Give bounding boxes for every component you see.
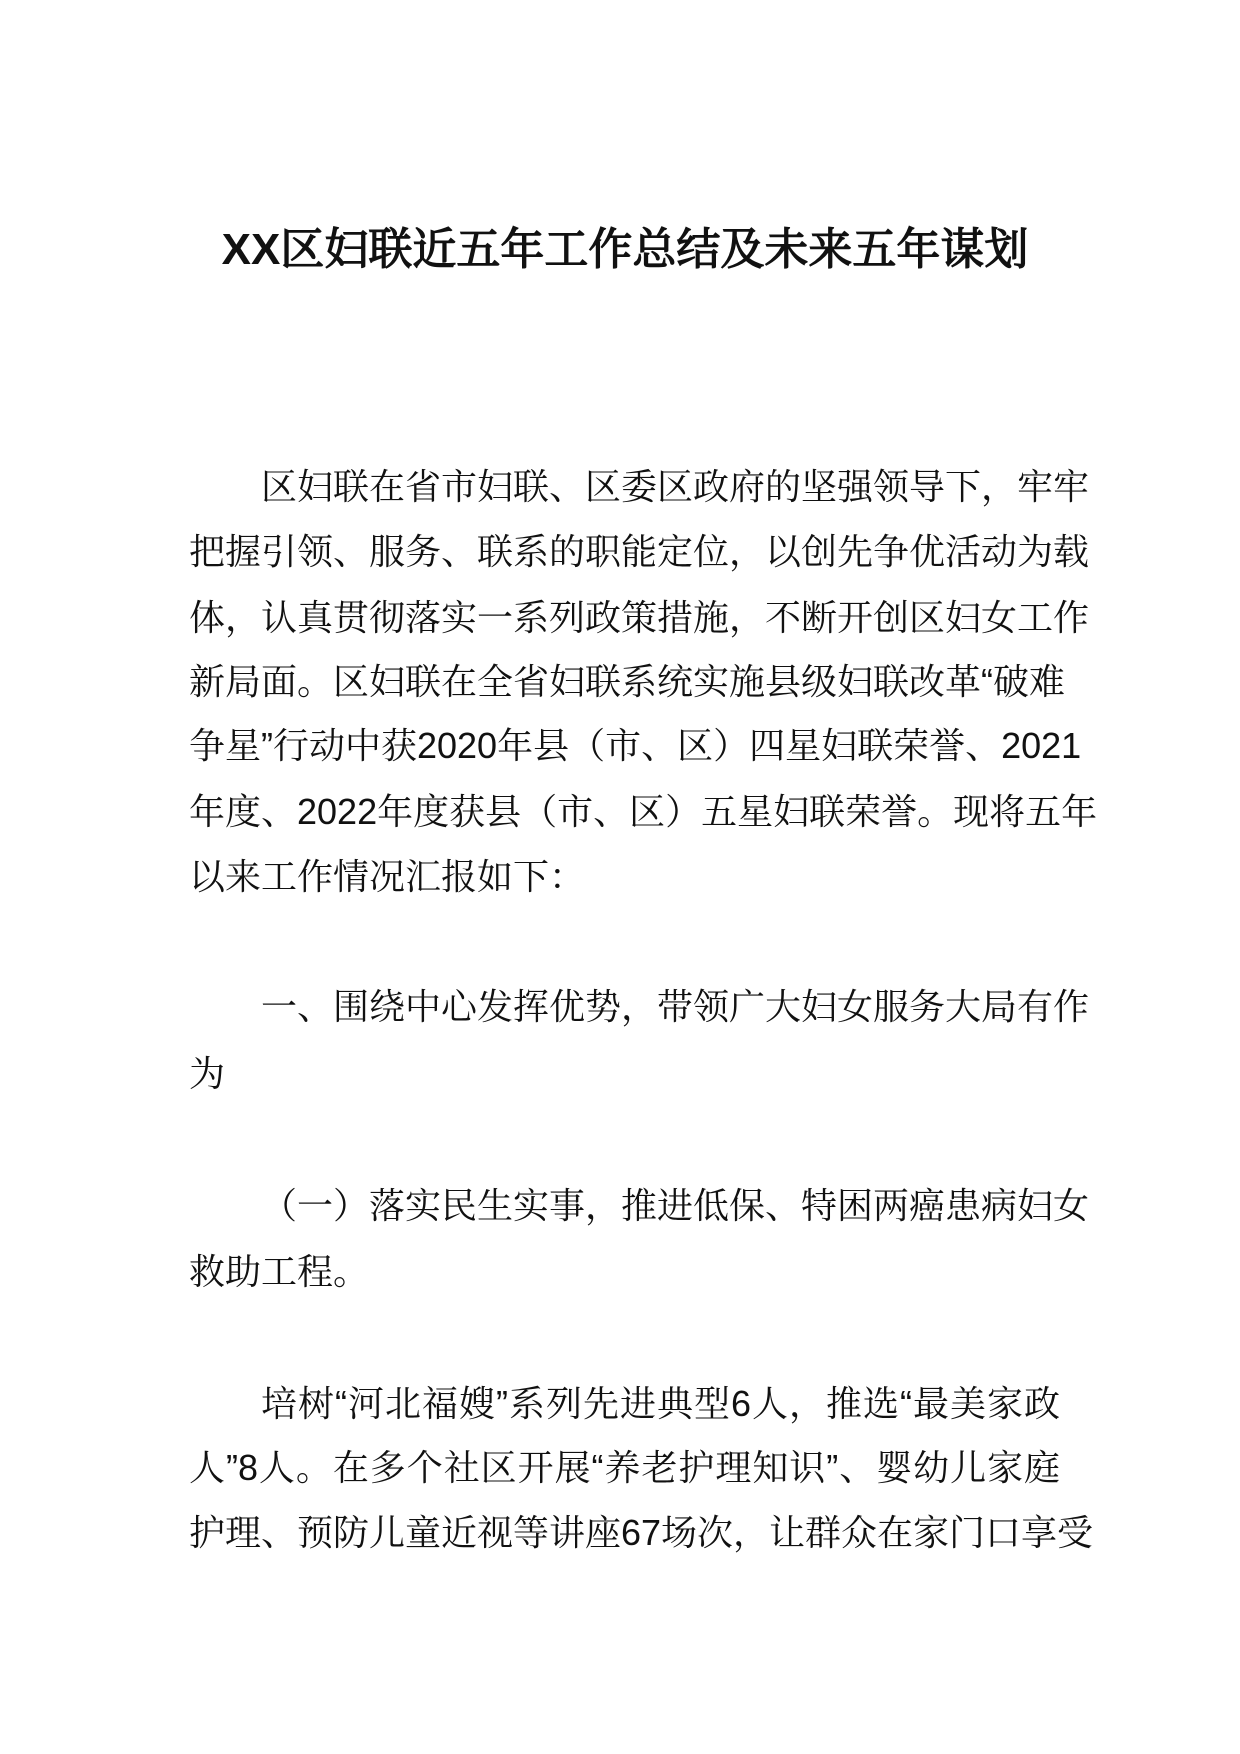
text-line: 年度、2022年度获县（市、区）五星妇联荣誉。现将五年: [189, 791, 1098, 832]
text-line: 培树“河北福嫂”系列先进典型6人，推选“最美家政: [261, 1383, 1060, 1424]
text-line: 救助工程。: [189, 1251, 370, 1292]
text-line: 新局面。区妇联在全省妇联系统实施县级妇联改革“破难: [189, 661, 1065, 702]
text-line: 区妇联在省市妇联、区委区政府的坚强领导下，牢牢: [261, 466, 1090, 507]
text-line: 体，认真贯彻落实一系列政策措施，不断开创区妇女工作: [189, 597, 1090, 638]
text-line: 为: [189, 1053, 226, 1094]
text-line: 一、围绕中心发挥优势，带领广大妇女服务大局有作: [261, 986, 1090, 1027]
text-line: 争星”行动中获2020年县（市、区）四星妇联荣誉、2021: [189, 725, 1082, 766]
text-line: 人”8人。在多个社区开展“养老护理知识”、婴幼儿家庭: [189, 1447, 1060, 1488]
text-line: 护理、预防儿童近视等讲座67场次，让群众在家门口享受: [189, 1512, 1094, 1553]
document-title: XX区妇联近五年工作总结及未来五年谋划: [221, 225, 1029, 274]
text-line: （一）落实民生实事，推进低保、特困两癌患病妇女: [261, 1185, 1090, 1226]
text-line: 以来工作情况汇报如下：: [189, 856, 586, 897]
text-line: 把握引领、服务、联系的职能定位，以创先争优活动为载: [189, 531, 1090, 572]
